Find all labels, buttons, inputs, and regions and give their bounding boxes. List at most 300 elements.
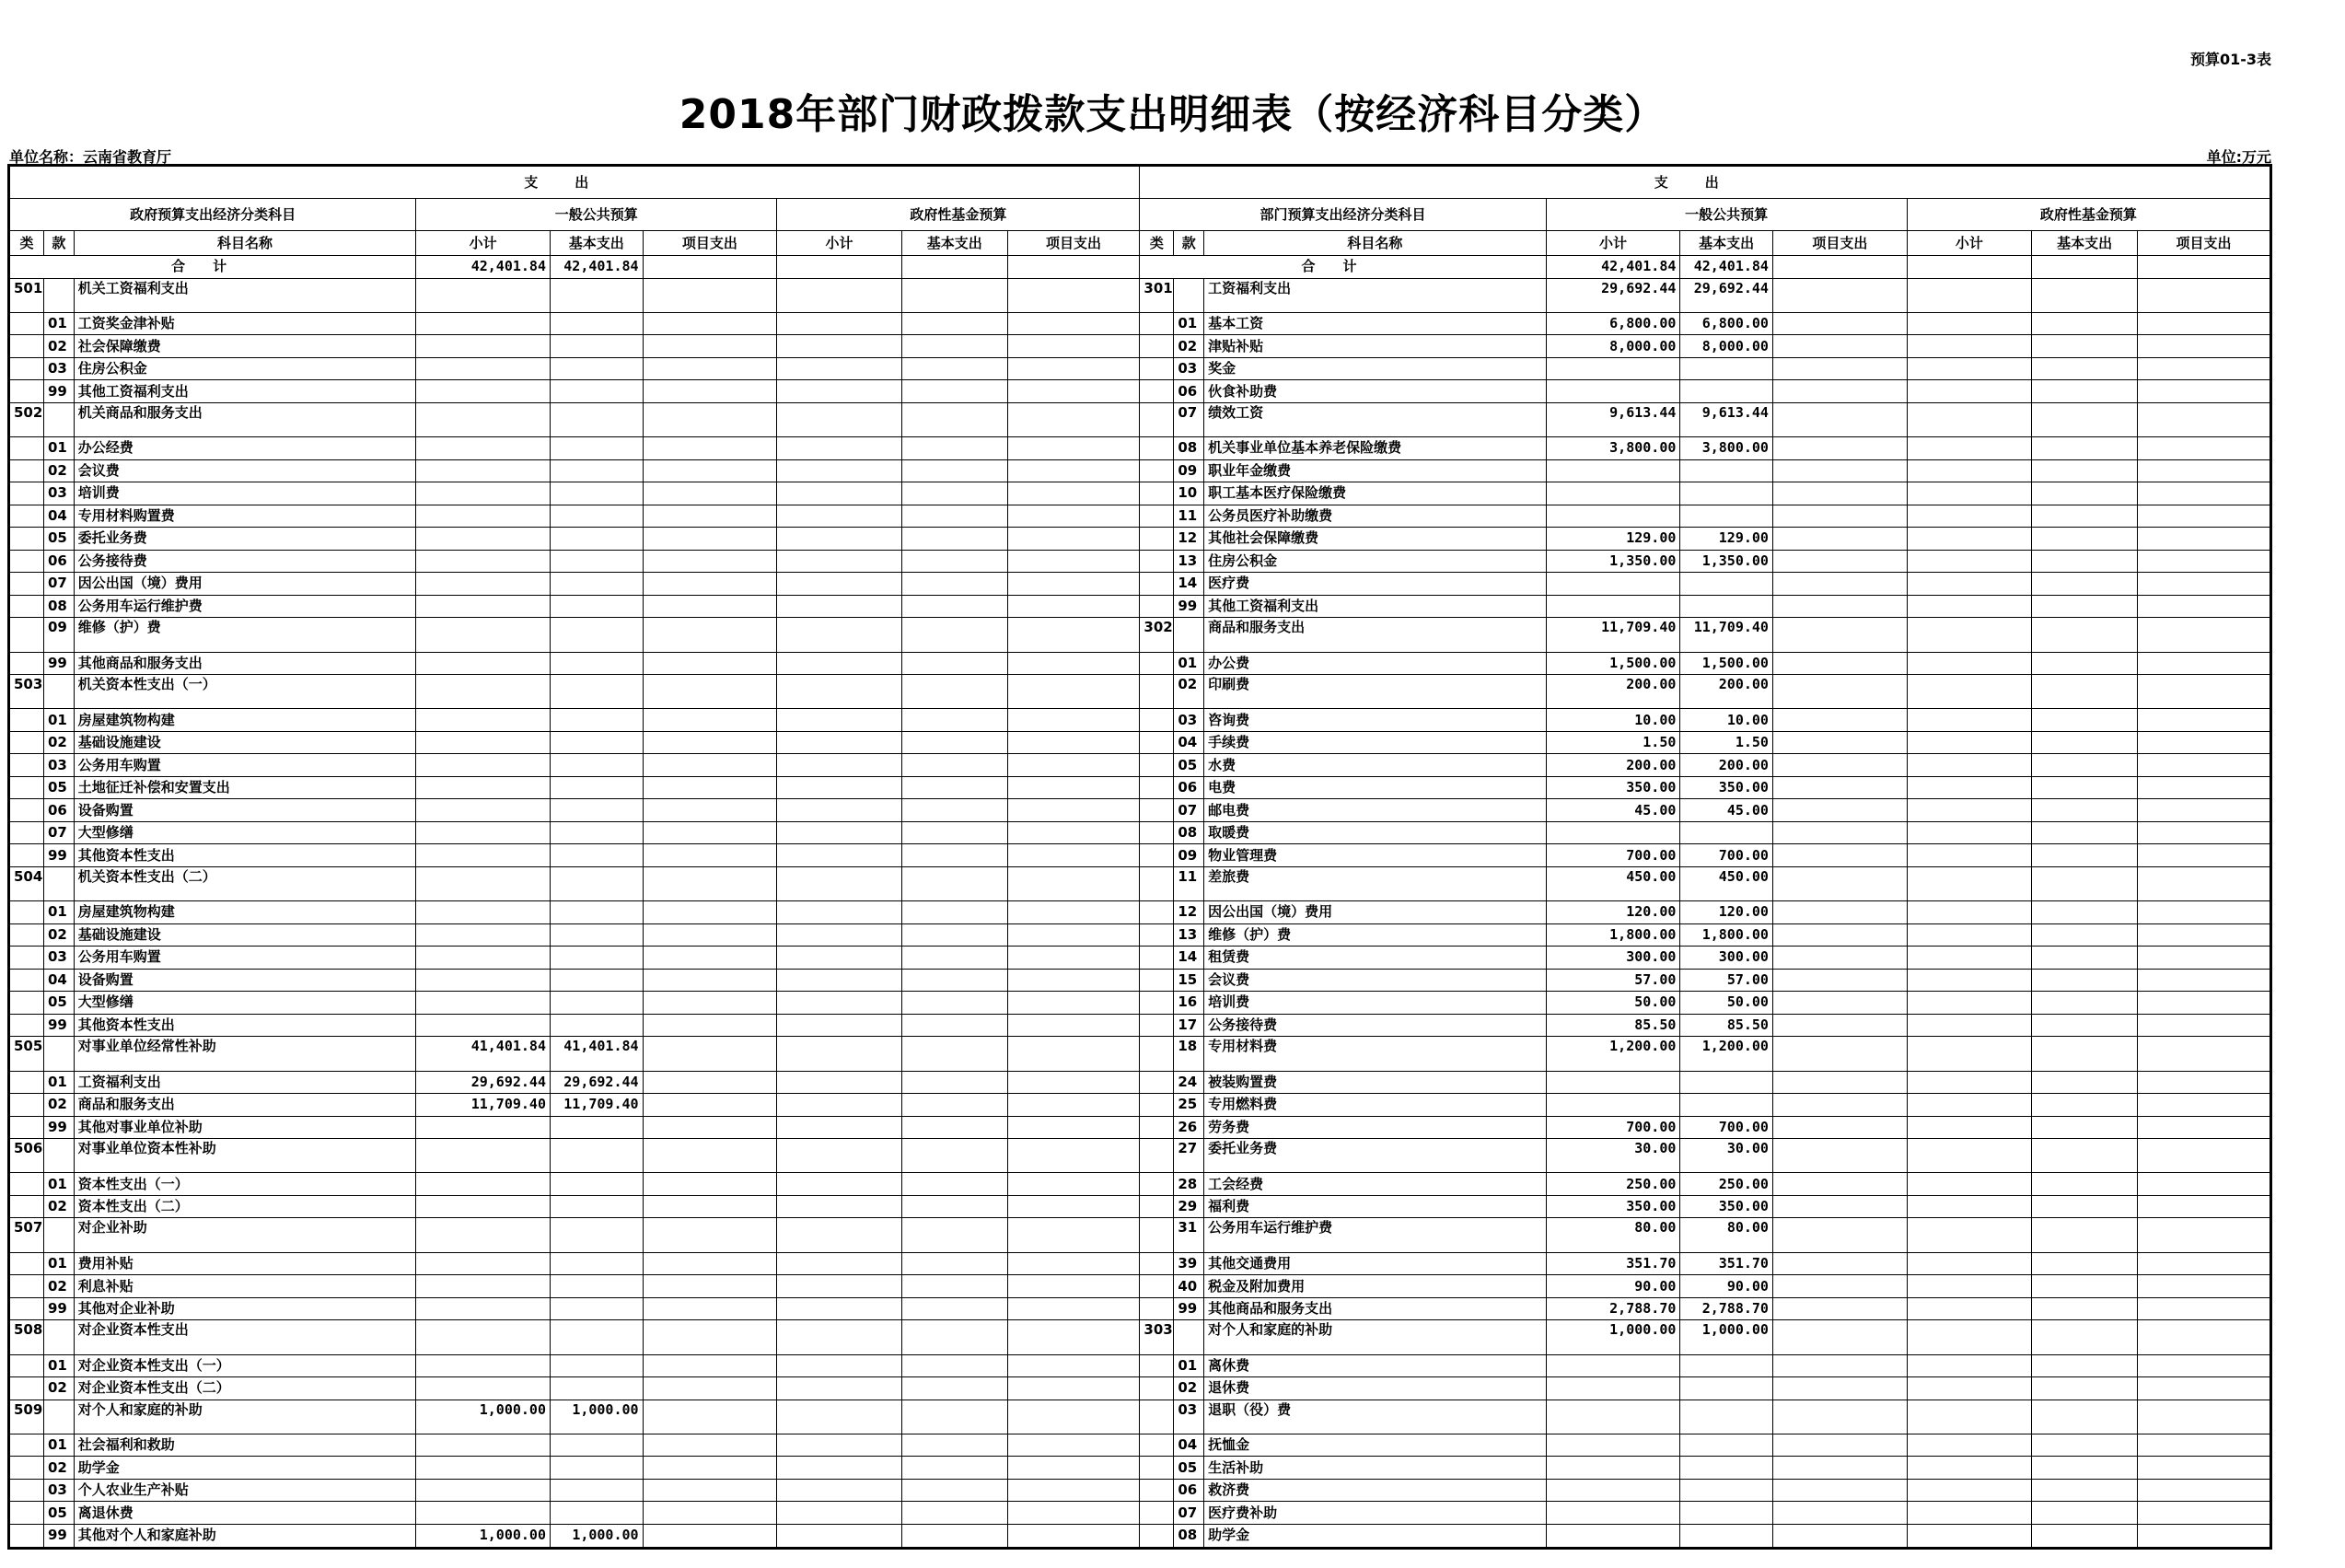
fund-project-value bbox=[1007, 776, 1140, 799]
subject-name: 委托业务费 bbox=[74, 528, 416, 551]
subject-name: 对企业资本性支出（一） bbox=[74, 1354, 416, 1377]
subject-name: 费用补贴 bbox=[74, 1252, 416, 1275]
project-value bbox=[1772, 866, 1907, 900]
fund-project-value bbox=[1007, 731, 1140, 754]
lei-code bbox=[10, 1524, 44, 1547]
basic-value: 200.00 bbox=[1680, 675, 1773, 709]
basic-value: 129.00 bbox=[1680, 528, 1773, 551]
fund-project-value bbox=[2138, 482, 2270, 505]
fund-subtotal-value bbox=[777, 1094, 901, 1117]
lei-code bbox=[10, 357, 44, 380]
kuan-code: 99 bbox=[43, 1116, 74, 1139]
basic-value bbox=[551, 437, 644, 460]
fund-subtotal-value bbox=[777, 969, 901, 992]
kuan-code: 07 bbox=[43, 573, 74, 596]
basic-value: 351.70 bbox=[1680, 1252, 1773, 1275]
table-row bbox=[10, 844, 2270, 867]
lei-code bbox=[1140, 709, 1174, 732]
fund-basic-value bbox=[2032, 1218, 2138, 1252]
subject-name: 大型修缮 bbox=[74, 992, 416, 1015]
subtotal-value: 6,800.00 bbox=[1546, 312, 1680, 335]
kuan-code: 01 bbox=[43, 709, 74, 732]
basic-value: 30.00 bbox=[1680, 1139, 1773, 1173]
subject-name: 因公出国（境）费用 bbox=[1204, 901, 1547, 924]
fund-subtotal-value bbox=[777, 1071, 901, 1094]
fund-subtotal-value bbox=[777, 1139, 901, 1173]
kuan-code: 16 bbox=[1174, 992, 1204, 1015]
lei-code bbox=[10, 1252, 44, 1275]
fund-subtotal-value bbox=[1907, 776, 2031, 799]
budget-table bbox=[9, 166, 2270, 1548]
lei-code bbox=[10, 312, 44, 335]
fund-project-value bbox=[1007, 1195, 1140, 1218]
fund-project-value bbox=[2138, 1457, 2270, 1480]
fund-subtotal-value bbox=[1907, 1071, 2031, 1094]
kuan-code: 01 bbox=[1174, 1354, 1204, 1377]
project-value bbox=[1772, 799, 1907, 822]
fund-project-value bbox=[2138, 278, 2270, 312]
fund-project-value bbox=[1007, 505, 1140, 528]
fund-subtotal-value bbox=[1907, 1116, 2031, 1139]
table-row bbox=[10, 901, 2270, 924]
project-value bbox=[1772, 312, 1907, 335]
lei-code: 506 bbox=[10, 1139, 44, 1173]
kuan-code bbox=[43, 278, 74, 312]
fund-subtotal-value bbox=[777, 754, 901, 777]
subtotal-value: 351.70 bbox=[1546, 1252, 1680, 1275]
fund-basic-value bbox=[2032, 380, 2138, 403]
subtotal-value bbox=[416, 380, 551, 403]
kuan-code: 13 bbox=[1174, 923, 1204, 947]
lei-code bbox=[1140, 1094, 1174, 1117]
fund-basic-value bbox=[901, 312, 1007, 335]
kuan-code: 01 bbox=[43, 1434, 74, 1457]
fund-subtotal-value bbox=[777, 595, 901, 618]
basic-value bbox=[551, 1218, 644, 1252]
subject-name: 水费 bbox=[1204, 754, 1547, 777]
kuan-code bbox=[43, 1037, 74, 1071]
kuan-code: 01 bbox=[43, 1252, 74, 1275]
fund-project-value bbox=[2138, 1275, 2270, 1298]
basic-value bbox=[1680, 1400, 1773, 1434]
subtotal-value: 1.50 bbox=[1546, 731, 1680, 754]
lei-code bbox=[1140, 1195, 1174, 1218]
project-value bbox=[1772, 821, 1907, 844]
basic-value bbox=[551, 1457, 644, 1480]
lei-code bbox=[10, 754, 44, 777]
lei-code: 507 bbox=[10, 1218, 44, 1252]
currency-unit: 单位:万元 bbox=[2206, 148, 2271, 166]
fund-subtotal-value bbox=[777, 1457, 901, 1480]
fund-basic-value bbox=[901, 1377, 1007, 1400]
basic-value bbox=[1680, 380, 1773, 403]
table-row bbox=[10, 1218, 2270, 1252]
kuan-code: 99 bbox=[43, 1297, 74, 1320]
total-right-subtotal: 42,401.84 bbox=[1546, 256, 1680, 279]
kuan-code: 01 bbox=[43, 1173, 74, 1196]
subtotal-value bbox=[1546, 1354, 1680, 1377]
basic-value bbox=[551, 380, 644, 403]
lei-code bbox=[10, 1297, 44, 1320]
basic-value bbox=[551, 357, 644, 380]
subtotal-value bbox=[416, 1252, 551, 1275]
fund-project-value bbox=[1007, 437, 1140, 460]
subject-name: 津贴补贴 bbox=[1204, 335, 1547, 358]
fund-basic-value bbox=[2032, 1094, 2138, 1117]
subject-name: 其他商品和服务支出 bbox=[74, 652, 416, 675]
fund-subtotal-value bbox=[777, 573, 901, 596]
kuan-code: 02 bbox=[1174, 335, 1204, 358]
project-value bbox=[643, 1479, 777, 1502]
subtotal-value bbox=[416, 505, 551, 528]
basic-value bbox=[551, 709, 644, 732]
subject-name: 伙食补助费 bbox=[1204, 380, 1547, 403]
kuan-code: 99 bbox=[43, 652, 74, 675]
fund-subtotal-value bbox=[1907, 1014, 2031, 1037]
fund-basic-value bbox=[901, 844, 1007, 867]
kuan-code: 12 bbox=[1174, 901, 1204, 924]
subtotal-value: 50.00 bbox=[1546, 992, 1680, 1015]
kuan-code: 04 bbox=[43, 505, 74, 528]
basic-value bbox=[551, 312, 644, 335]
lei-code bbox=[10, 1457, 44, 1480]
fund-project-value bbox=[2138, 1434, 2270, 1457]
project-value bbox=[643, 1252, 777, 1275]
fund-subtotal-value bbox=[1907, 380, 2031, 403]
table-row bbox=[10, 1195, 2270, 1218]
fund-project-value bbox=[2138, 1502, 2270, 1525]
kuan-code: 01 bbox=[43, 1071, 74, 1094]
kuan-code: 03 bbox=[43, 947, 74, 970]
basic-value bbox=[551, 776, 644, 799]
fund-project-value bbox=[2138, 1195, 2270, 1218]
fund-project-value bbox=[2138, 675, 2270, 709]
kuan-code: 03 bbox=[1174, 709, 1204, 732]
fund-project-value bbox=[2138, 1094, 2270, 1117]
fund-basic-value bbox=[901, 278, 1007, 312]
kuan-code bbox=[43, 1400, 74, 1434]
table-row bbox=[10, 335, 2270, 358]
basic-value bbox=[551, 550, 644, 573]
fund-project-value bbox=[1007, 821, 1140, 844]
fund-project-value bbox=[2138, 1354, 2270, 1377]
subtotal-value bbox=[1546, 1434, 1680, 1457]
subtotal-value bbox=[1546, 380, 1680, 403]
basic-value bbox=[551, 675, 644, 709]
kuan-code: 09 bbox=[43, 618, 74, 652]
col-fund-basic: 基本支出 bbox=[2032, 231, 2138, 256]
subject-name: 其他资本性支出 bbox=[74, 1014, 416, 1037]
kuan-code: 08 bbox=[1174, 437, 1204, 460]
fund-subtotal-value bbox=[1907, 844, 2031, 867]
project-value bbox=[1772, 1071, 1907, 1094]
lei-code bbox=[1140, 1457, 1174, 1480]
subtotal-value bbox=[416, 901, 551, 924]
subtotal-value bbox=[1546, 357, 1680, 380]
fund-basic-value bbox=[901, 1502, 1007, 1525]
subtotal-value bbox=[416, 923, 551, 947]
fund-subtotal-value bbox=[1907, 1354, 2031, 1377]
basic-value bbox=[1680, 1071, 1773, 1094]
basic-value bbox=[551, 1354, 644, 1377]
fund-project-value bbox=[1007, 482, 1140, 505]
fund-basic-value bbox=[901, 1457, 1007, 1480]
fund-project-value bbox=[1007, 528, 1140, 551]
col-kuan: 款 bbox=[43, 231, 74, 256]
fund-project-value bbox=[1007, 1524, 1140, 1547]
basic-value bbox=[1680, 459, 1773, 482]
fund-project-value bbox=[1007, 1275, 1140, 1298]
fund-subtotal-value bbox=[1907, 1524, 2031, 1547]
basic-value bbox=[551, 402, 644, 436]
subject-name: 机关工资福利支出 bbox=[74, 278, 416, 312]
subject-name: 机关资本性支出（二） bbox=[74, 866, 416, 900]
fund-subtotal-value bbox=[1907, 618, 2031, 652]
lei-code bbox=[1140, 844, 1174, 867]
kuan-code: 03 bbox=[43, 1479, 74, 1502]
kuan-code: 05 bbox=[43, 776, 74, 799]
subject-name: 房屋建筑物构建 bbox=[74, 901, 416, 924]
lei-code bbox=[10, 776, 44, 799]
basic-value bbox=[551, 335, 644, 358]
kuan-code: 15 bbox=[1174, 969, 1204, 992]
project-value bbox=[1772, 923, 1907, 947]
basic-value bbox=[551, 844, 644, 867]
fund-project-value bbox=[2138, 595, 2270, 618]
fund-basic-value bbox=[901, 618, 1007, 652]
fund-project-value bbox=[2138, 437, 2270, 460]
subtotal-value: 3,800.00 bbox=[1546, 437, 1680, 460]
subtotal-value bbox=[416, 1014, 551, 1037]
fund-project-value bbox=[2138, 618, 2270, 652]
subtotal-value: 11,709.40 bbox=[416, 1094, 551, 1117]
basic-value: 1,500.00 bbox=[1680, 652, 1773, 675]
fund-subtotal-value bbox=[777, 1354, 901, 1377]
fund-basic-value bbox=[901, 573, 1007, 596]
table-row bbox=[10, 1457, 2270, 1480]
kuan-code: 99 bbox=[1174, 595, 1204, 618]
basic-value: 350.00 bbox=[1680, 1195, 1773, 1218]
col-kuan: 款 bbox=[1174, 231, 1204, 256]
project-value bbox=[643, 550, 777, 573]
lei-code bbox=[10, 437, 44, 460]
fund-basic-value bbox=[2032, 1195, 2138, 1218]
subtotal-value bbox=[416, 278, 551, 312]
basic-value bbox=[551, 528, 644, 551]
lei-code bbox=[10, 947, 44, 970]
right-section-header: 支出 bbox=[1140, 167, 2270, 199]
fund-subtotal-value bbox=[777, 505, 901, 528]
fund-subtotal-value bbox=[1907, 1195, 2031, 1218]
project-value bbox=[643, 1037, 777, 1071]
total-label-right: 合计 bbox=[1140, 256, 1546, 279]
project-value bbox=[1772, 709, 1907, 732]
lei-code bbox=[10, 709, 44, 732]
subject-name: 机关商品和服务支出 bbox=[74, 402, 416, 436]
project-value bbox=[1772, 1275, 1907, 1298]
subtotal-value bbox=[416, 482, 551, 505]
fund-subtotal-value bbox=[1907, 821, 2031, 844]
table-row bbox=[10, 1173, 2270, 1196]
fund-subtotal-value bbox=[1907, 1173, 2031, 1196]
kuan-code: 01 bbox=[43, 312, 74, 335]
basic-value bbox=[551, 923, 644, 947]
lei-code: 505 bbox=[10, 1037, 44, 1071]
fund-basic-value bbox=[2032, 1434, 2138, 1457]
fund-subtotal-value bbox=[1907, 550, 2031, 573]
project-value bbox=[1772, 1524, 1907, 1547]
fund-project-value bbox=[2138, 335, 2270, 358]
col-project: 项目支出 bbox=[1772, 231, 1907, 256]
subtotal-value: 200.00 bbox=[1546, 754, 1680, 777]
subtotal-value bbox=[416, 528, 551, 551]
project-value bbox=[643, 528, 777, 551]
fund-basic-value bbox=[901, 821, 1007, 844]
subject-name: 公务用车运行维护费 bbox=[74, 595, 416, 618]
subject-name: 工资奖金津补贴 bbox=[74, 312, 416, 335]
subject-name: 专用材料费 bbox=[1204, 1037, 1547, 1071]
kuan-code bbox=[1174, 1320, 1204, 1354]
subtotal-value: 2,788.70 bbox=[1546, 1297, 1680, 1320]
basic-value: 1,000.00 bbox=[551, 1524, 644, 1547]
lei-code bbox=[1140, 1297, 1174, 1320]
fund-subtotal-value bbox=[1907, 969, 2031, 992]
basic-value: 57.00 bbox=[1680, 969, 1773, 992]
subject-name: 大型修缮 bbox=[74, 821, 416, 844]
project-value bbox=[1772, 969, 1907, 992]
kuan-code: 99 bbox=[1174, 1297, 1204, 1320]
fund-basic-value bbox=[901, 357, 1007, 380]
subtotal-value bbox=[1546, 1071, 1680, 1094]
kuan-code: 02 bbox=[1174, 675, 1204, 709]
basic-value: 1,000.00 bbox=[551, 1400, 644, 1434]
subtotal-value: 90.00 bbox=[1546, 1275, 1680, 1298]
subtotal-value bbox=[416, 1173, 551, 1196]
fund-subtotal-value bbox=[777, 357, 901, 380]
table-row bbox=[10, 1354, 2270, 1377]
fund-subtotal-value bbox=[1907, 1377, 2031, 1400]
subject-name: 电费 bbox=[1204, 776, 1547, 799]
fund-project-value bbox=[1007, 992, 1140, 1015]
basic-value: 6,800.00 bbox=[1680, 312, 1773, 335]
fund-project-value bbox=[1007, 550, 1140, 573]
kuan-code bbox=[43, 402, 74, 436]
fund-project-value bbox=[2138, 550, 2270, 573]
table-row bbox=[10, 776, 2270, 799]
fund-basic-value bbox=[901, 866, 1007, 900]
basic-value bbox=[1680, 1354, 1773, 1377]
kuan-code: 99 bbox=[43, 1524, 74, 1547]
fund-basic-value bbox=[901, 947, 1007, 970]
subtotal-value: 200.00 bbox=[1546, 675, 1680, 709]
project-value bbox=[643, 969, 777, 992]
project-value bbox=[1772, 1320, 1907, 1354]
fund-project-value bbox=[1007, 1377, 1140, 1400]
subtotal-value: 129.00 bbox=[1546, 528, 1680, 551]
lei-code bbox=[1140, 675, 1174, 709]
subject-name: 个人农业生产补贴 bbox=[74, 1479, 416, 1502]
basic-value: 350.00 bbox=[1680, 776, 1773, 799]
project-value bbox=[1772, 1195, 1907, 1218]
basic-value: 450.00 bbox=[1680, 866, 1773, 900]
lei-code bbox=[10, 335, 44, 358]
kuan-code: 03 bbox=[1174, 1400, 1204, 1434]
project-value bbox=[643, 1173, 777, 1196]
left-fund-budget-header: 政府性基金预算 bbox=[777, 199, 1140, 231]
fund-project-value bbox=[1007, 1502, 1140, 1525]
subtotal-value bbox=[416, 776, 551, 799]
subtotal-value bbox=[1546, 1524, 1680, 1547]
subtotal-value bbox=[416, 754, 551, 777]
subject-name: 专用材料购置费 bbox=[74, 505, 416, 528]
project-value bbox=[643, 652, 777, 675]
left-category-header: 政府预算支出经济分类科目 bbox=[10, 199, 416, 231]
project-value bbox=[643, 821, 777, 844]
fund-project-value bbox=[2138, 969, 2270, 992]
fund-subtotal-value bbox=[777, 1037, 901, 1071]
subtotal-value: 350.00 bbox=[1546, 1195, 1680, 1218]
fund-basic-value bbox=[901, 675, 1007, 709]
subtotal-value: 10.00 bbox=[1546, 709, 1680, 732]
fund-subtotal-value bbox=[1907, 1139, 2031, 1173]
table-row bbox=[10, 1297, 2270, 1320]
subject-name: 对企业资本性支出（二） bbox=[74, 1377, 416, 1400]
subject-name: 基本工资 bbox=[1204, 312, 1547, 335]
fund-subtotal-value bbox=[777, 459, 901, 482]
subtotal-value bbox=[1546, 505, 1680, 528]
subtotal-value bbox=[416, 357, 551, 380]
fund-project-value bbox=[2138, 709, 2270, 732]
kuan-code: 05 bbox=[43, 1502, 74, 1525]
basic-value bbox=[551, 947, 644, 970]
fund-subtotal-value bbox=[777, 776, 901, 799]
fund-subtotal-value bbox=[1907, 1400, 2031, 1434]
fund-basic-value bbox=[2032, 437, 2138, 460]
basic-value bbox=[551, 1297, 644, 1320]
project-value bbox=[643, 1502, 777, 1525]
subject-name: 公务员医疗补助缴费 bbox=[1204, 505, 1547, 528]
fund-subtotal-value bbox=[1907, 799, 2031, 822]
subject-name: 设备购置 bbox=[74, 969, 416, 992]
subtotal-value bbox=[416, 1457, 551, 1480]
project-value bbox=[1772, 528, 1907, 551]
fund-basic-value bbox=[2032, 482, 2138, 505]
project-value bbox=[643, 1014, 777, 1037]
lei-code bbox=[1140, 1116, 1174, 1139]
table-row bbox=[10, 1524, 2270, 1547]
fund-project-value bbox=[2138, 1252, 2270, 1275]
kuan-code: 05 bbox=[1174, 1457, 1204, 1480]
project-value bbox=[643, 799, 777, 822]
fund-subtotal-value bbox=[777, 901, 901, 924]
subtotal-value bbox=[416, 652, 551, 675]
fund-basic-value bbox=[2032, 1173, 2138, 1196]
fund-basic-value bbox=[901, 1524, 1007, 1547]
subtotal-value: 1,000.00 bbox=[416, 1400, 551, 1434]
fund-basic-value bbox=[2032, 754, 2138, 777]
kuan-code: 02 bbox=[43, 1377, 74, 1400]
lei-code bbox=[10, 573, 44, 596]
subject-name: 利息补贴 bbox=[74, 1275, 416, 1298]
project-value bbox=[1772, 357, 1907, 380]
basic-value bbox=[551, 1014, 644, 1037]
subject-name: 其他对事业单位补助 bbox=[74, 1116, 416, 1139]
fund-project-value bbox=[1007, 947, 1140, 970]
left-general-budget-header: 一般公共预算 bbox=[416, 199, 777, 231]
fund-subtotal-value bbox=[777, 1218, 901, 1252]
table-row bbox=[10, 505, 2270, 528]
subject-name: 设备购置 bbox=[74, 799, 416, 822]
